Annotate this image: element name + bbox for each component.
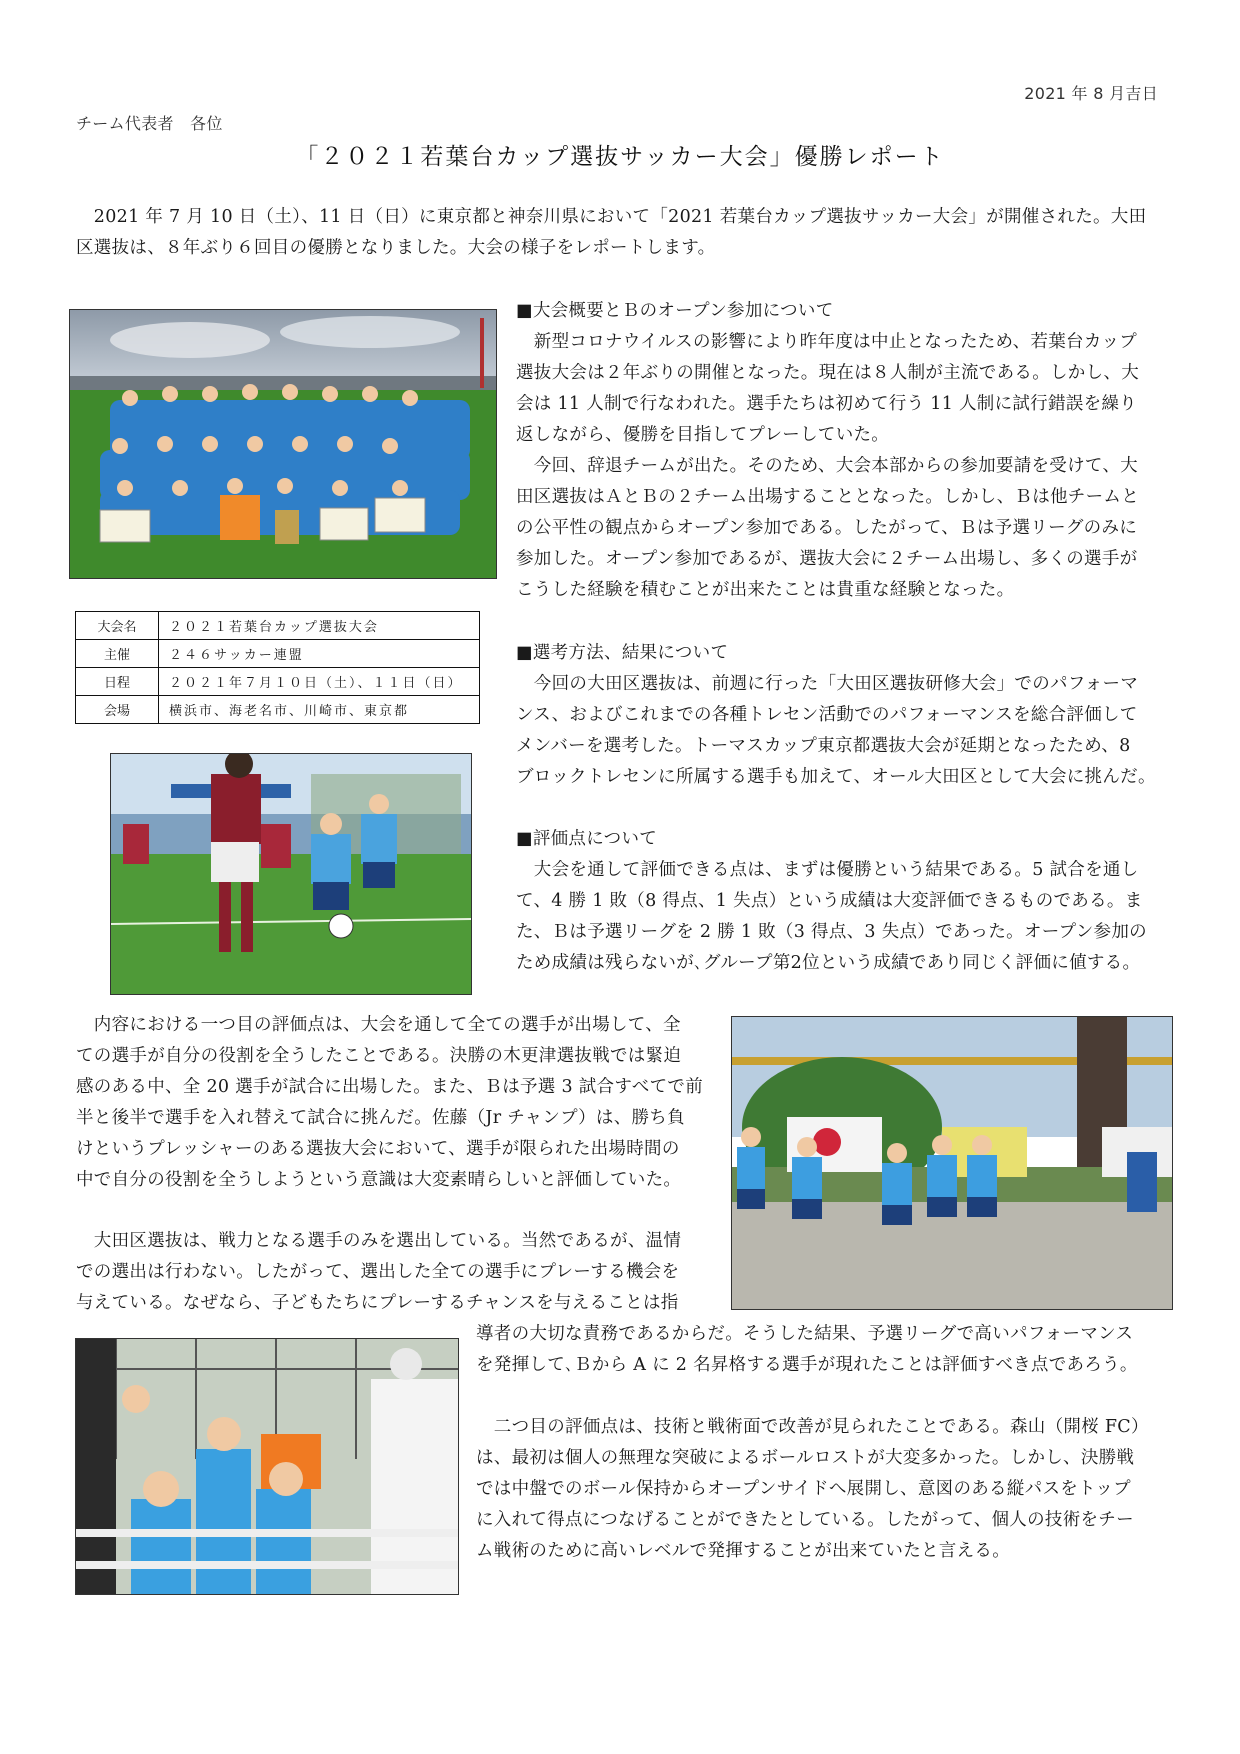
section-line: て、4 勝 1 敗（8 得点、1 失点）という成績は大変評価できるものである。ま xyxy=(516,891,1143,911)
table-value: ２０２１若葉台カップ選抜大会 xyxy=(159,612,480,640)
section-line: ため成績は残らないが､グループ第2位という成績であり同じく評価に値する。 xyxy=(516,953,1141,973)
section-line: 田区選抜はＡとＢの２チーム出場することとなった。しかし、Ｂは他チームと xyxy=(516,487,1139,507)
intro-line: 2021 年 7 月 10 日（土）、11 日（日）に東京都と神奈川県において「2021 若葉台カップ選抜サッカー大会」が開催された。大田 xyxy=(76,207,1147,227)
para-line: けというプレッシャーのある選抜大会において、選手が限られた出場時間の xyxy=(76,1139,680,1159)
match-action-photo xyxy=(110,753,472,995)
section-line: こうした経験を積むことが出来たことは貴重な経験となった。 xyxy=(516,580,1015,600)
para-line: 与えている。なぜなら、子どもたちにプレーするチャンスを与えることは指 xyxy=(76,1293,679,1313)
table-row xyxy=(76,612,480,640)
section-selection xyxy=(516,638,1156,793)
tournament-info-table xyxy=(75,611,480,724)
para-line: ての選手が自分の役割を全うしたことである。決勝の木更津選抜戦では緊迫 xyxy=(76,1046,682,1066)
section-overview xyxy=(516,296,1139,606)
report-date: 2021 年 8 月吉日 xyxy=(1024,84,1158,103)
para-line: 二つ目の評価点は、技術と戦術面で改善が見られたことである。森山（開桜 FC） xyxy=(476,1417,1149,1437)
para-line: 内容における一つ目の評価点は、大会を通して全ての選手が出場して、全 xyxy=(76,1015,681,1035)
section-line: の公平性の観点からオープン参加である。したがって、Ｂは予選リーグのみに xyxy=(516,518,1138,538)
para-line: 導者の大切な責務であるからだ。そうした結果、予選リーグで高いパフォーマンス xyxy=(476,1324,1134,1344)
table-key: 大会名 xyxy=(76,612,159,640)
section-line: ブロックトレセンに所属する選手も加えて、オール大田区として大会に挑んだ。 xyxy=(516,767,1156,787)
table-key: 会場 xyxy=(76,696,159,724)
team-photo xyxy=(69,309,497,579)
table-row xyxy=(76,640,480,668)
para-line: は、最初は個人の無理な突破によるボールロストが大変多かった。しかし、決勝戦 xyxy=(476,1448,1135,1468)
table-row xyxy=(76,668,480,696)
para-line: 感のある中、全 20 選手が試合に出場した。また、Ｂは予選 3 試合すべてで前 xyxy=(76,1077,704,1097)
section-line: 選抜大会は２年ぶりの開催となった。現在は８人制が主流である。しかし、大 xyxy=(516,363,1139,383)
para-line: 大田区選抜は、戦力となる選手のみを選出している。当然であるが、温情 xyxy=(76,1231,682,1251)
addressee: チーム代表者 各位 xyxy=(76,114,223,133)
para-line: では中盤でのボール保持からオープンサイドへ展開し、意図のある縦パスをトップ xyxy=(476,1479,1131,1499)
table-key: 日程 xyxy=(76,668,159,696)
table-value: 横浜市、海老名市、川崎市、東京都 xyxy=(159,696,480,724)
bench-photo xyxy=(75,1338,459,1595)
intro-line: 区選抜は、８年ぶり６回目の優勝となりました。大会の様子をレポートします。 xyxy=(76,238,716,258)
celebration-photo xyxy=(731,1016,1173,1310)
para-line: 中で自分の役割を全うしようという意識は大変素晴らしいと評価していた。 xyxy=(76,1170,682,1190)
para-line: を発揮して､Ｂから A に 2 名昇格する選手が現れたことは評価すべき点であろう。 xyxy=(476,1355,1138,1375)
paragraph-selection-policy xyxy=(76,1226,681,1319)
para-line: 半と後半で選手を入れ替えて試合に挑んだ。佐藤（Jr チャンプ）は、勝ち負 xyxy=(76,1108,685,1128)
section-line: 今回の大田区選抜は、前週に行った「大田区選抜研修大会」でのパフォーマ xyxy=(516,674,1139,694)
table-value: ２０２１年７月１０日（土）、１１日（日） xyxy=(159,668,480,696)
section-line: 新型コロナウイルスの影響により昨年度は中止となったため、若葉台カップ xyxy=(516,332,1138,352)
section-line: メンバーを選考した。トーマスカップ東京都選抜大会が延期となったため、8 xyxy=(516,736,1131,756)
section-heading: ■大会概要とＢのオープン参加について xyxy=(516,301,834,321)
intro-paragraph xyxy=(76,202,1146,264)
section-line: た、Ｂは予選リーグを 2 勝 1 敗（3 得点、3 失点）であった。オープン参加の xyxy=(516,922,1147,942)
table-value: ２４６サッカー連盟 xyxy=(159,640,480,668)
paragraph-selection-result xyxy=(476,1319,1138,1381)
paragraph-first-point xyxy=(76,1010,703,1196)
table-row xyxy=(76,696,480,724)
para-line: に入れて得点につなげることができたとしている。したがって、個人の技術をチー xyxy=(476,1510,1134,1530)
section-line: 大会を通して評価できる点は、まずは優勝という結果である。5 試合を通し xyxy=(516,860,1139,880)
section-line: 返しながら、優勝を目指してプレーしていた。 xyxy=(516,425,890,445)
paragraph-second-point xyxy=(476,1412,1149,1567)
section-heading: ■評価点について xyxy=(516,829,658,849)
section-evaluation xyxy=(516,824,1147,979)
page-title: 「２０２１若葉台カップ選抜サッカー大会」優勝レポート xyxy=(295,144,945,170)
section-line: 今回、辞退チームが出た。そのため、大会本部からの参加要請を受けて、大 xyxy=(516,456,1138,476)
section-line: ンス、およびこれまでの各種トレセン活動でのパフォーマンスを総合評価して xyxy=(516,705,1138,725)
para-line: ム戦術のために高いレベルで発揮することが出来ていたと言える。 xyxy=(476,1541,1010,1561)
section-heading: ■選考方法、結果について xyxy=(516,643,729,663)
section-line: 参加した。オープン参加であるが、選抜大会に２チーム出場し、多くの選手が xyxy=(516,549,1138,569)
table-key: 主催 xyxy=(76,640,159,668)
section-line: 会は 11 人制で行なわれた。選手たちは初めて行う 11 人制に試行錯誤を繰り xyxy=(516,394,1137,414)
para-line: での選出は行わない。したがって、選出した全ての選手にプレーする機会を xyxy=(76,1262,680,1282)
